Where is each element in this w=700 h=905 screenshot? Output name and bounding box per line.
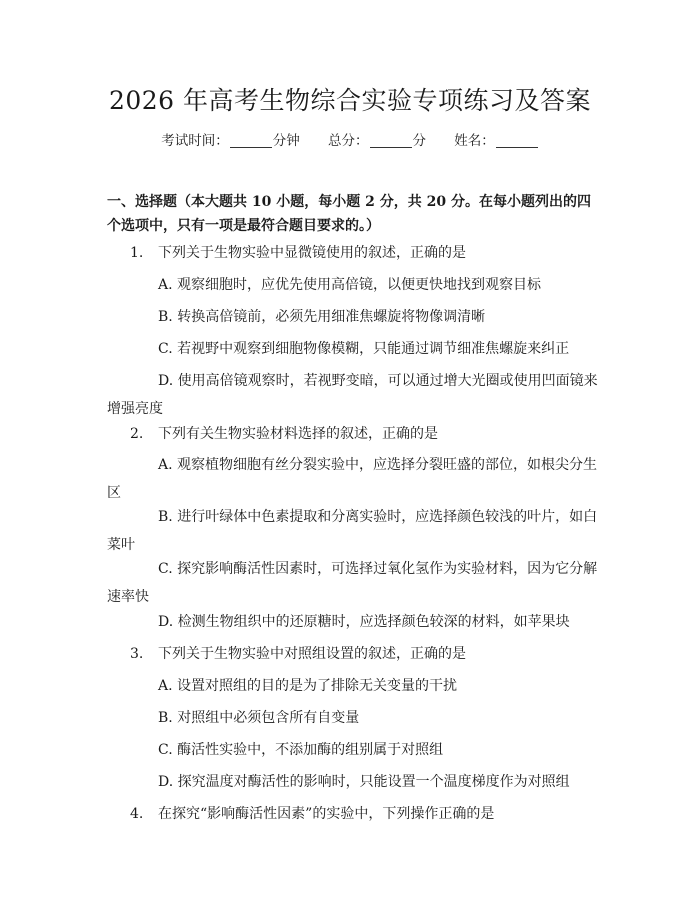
name-label: 姓名： [454,133,495,149]
time-blank [230,133,272,148]
question-number: 4. [130,806,144,822]
question-2 [130,424,600,444]
score-label: 总分： [328,133,369,149]
option-2b: B. 进行叶绿体中色素提取和分离实验时，应选择颜色较浅的叶片，如白菜叶 [107,509,598,553]
time-unit: 分钟 [272,133,300,149]
question-stem: 下列有关生物实验材料选择的叙述，正确的是 [158,426,438,442]
option-3b: B. 对照组中必须包含所有自变量 [158,710,360,726]
question-number: 1. [130,245,144,261]
name-field [454,133,539,149]
question-stem: 下列关于生物实验中显微镜使用的叙述，正确的是 [158,245,466,261]
question-4 [130,804,600,824]
option-1c: C. 若视野中观察到细胞物像模糊，只能通过调节细准焦螺旋来纠正 [158,341,570,357]
score-field [328,133,430,149]
option-1a: A. 观察细胞时，应优先使用高倍镜，以便更快地找到观察目标 [158,277,542,293]
question-3 [130,644,600,664]
question-number: 3. [130,646,144,662]
exam-meta [0,131,700,151]
option-2d: D. 检测生物组织中的还原糖时，应选择颜色较深的材料，如苹果块 [158,614,570,630]
time-field [161,133,304,149]
page-title: 2026 年高考生物综合实验专项练习及答案 [108,86,592,115]
question-number: 2. [130,426,144,442]
question-stem: 下列关于生物实验中对照组设置的叙述，正确的是 [158,646,466,662]
option-1d: D. 使用高倍镜观察时，若视野变暗，可以通过增大光圈或使用凹面镜来增强亮度 [107,373,598,417]
name-blank [496,133,538,148]
option-3a: A. 设置对照组的目的是为了排除无关变量的干扰 [158,678,458,694]
score-blank [370,133,412,148]
question-stem: 在探究“影响酶活性因素”的实验中，下列操作正确的是 [158,806,495,822]
question-1 [130,243,600,263]
option-2a: A. 观察植物细胞有丝分裂实验中，应选择分裂旺盛的部位，如根尖分生区 [107,457,598,501]
option-3c: C. 酶活性实验中，不添加酶的组别属于对照组 [158,742,444,758]
option-1b: B. 转换高倍镜前，必须先用细准焦螺旋将物像调清晰 [158,309,486,325]
score-unit: 分 [412,133,426,149]
time-label: 考试时间： [161,133,229,149]
section-heading: 一、选择题（本大题共 10 小题，每小题 2 分，共 20 分。在每小题列出的四个选项中，只有一项是最符合题目要求的。） [107,194,591,234]
option-2c: C. 探究影响酶活性因素时，可选择过氧化氢作为实验材料，因为它分解速率快 [107,561,598,605]
option-3d: D. 探究温度对酶活性的影响时，只能设置一个温度梯度作为对照组 [158,774,570,790]
